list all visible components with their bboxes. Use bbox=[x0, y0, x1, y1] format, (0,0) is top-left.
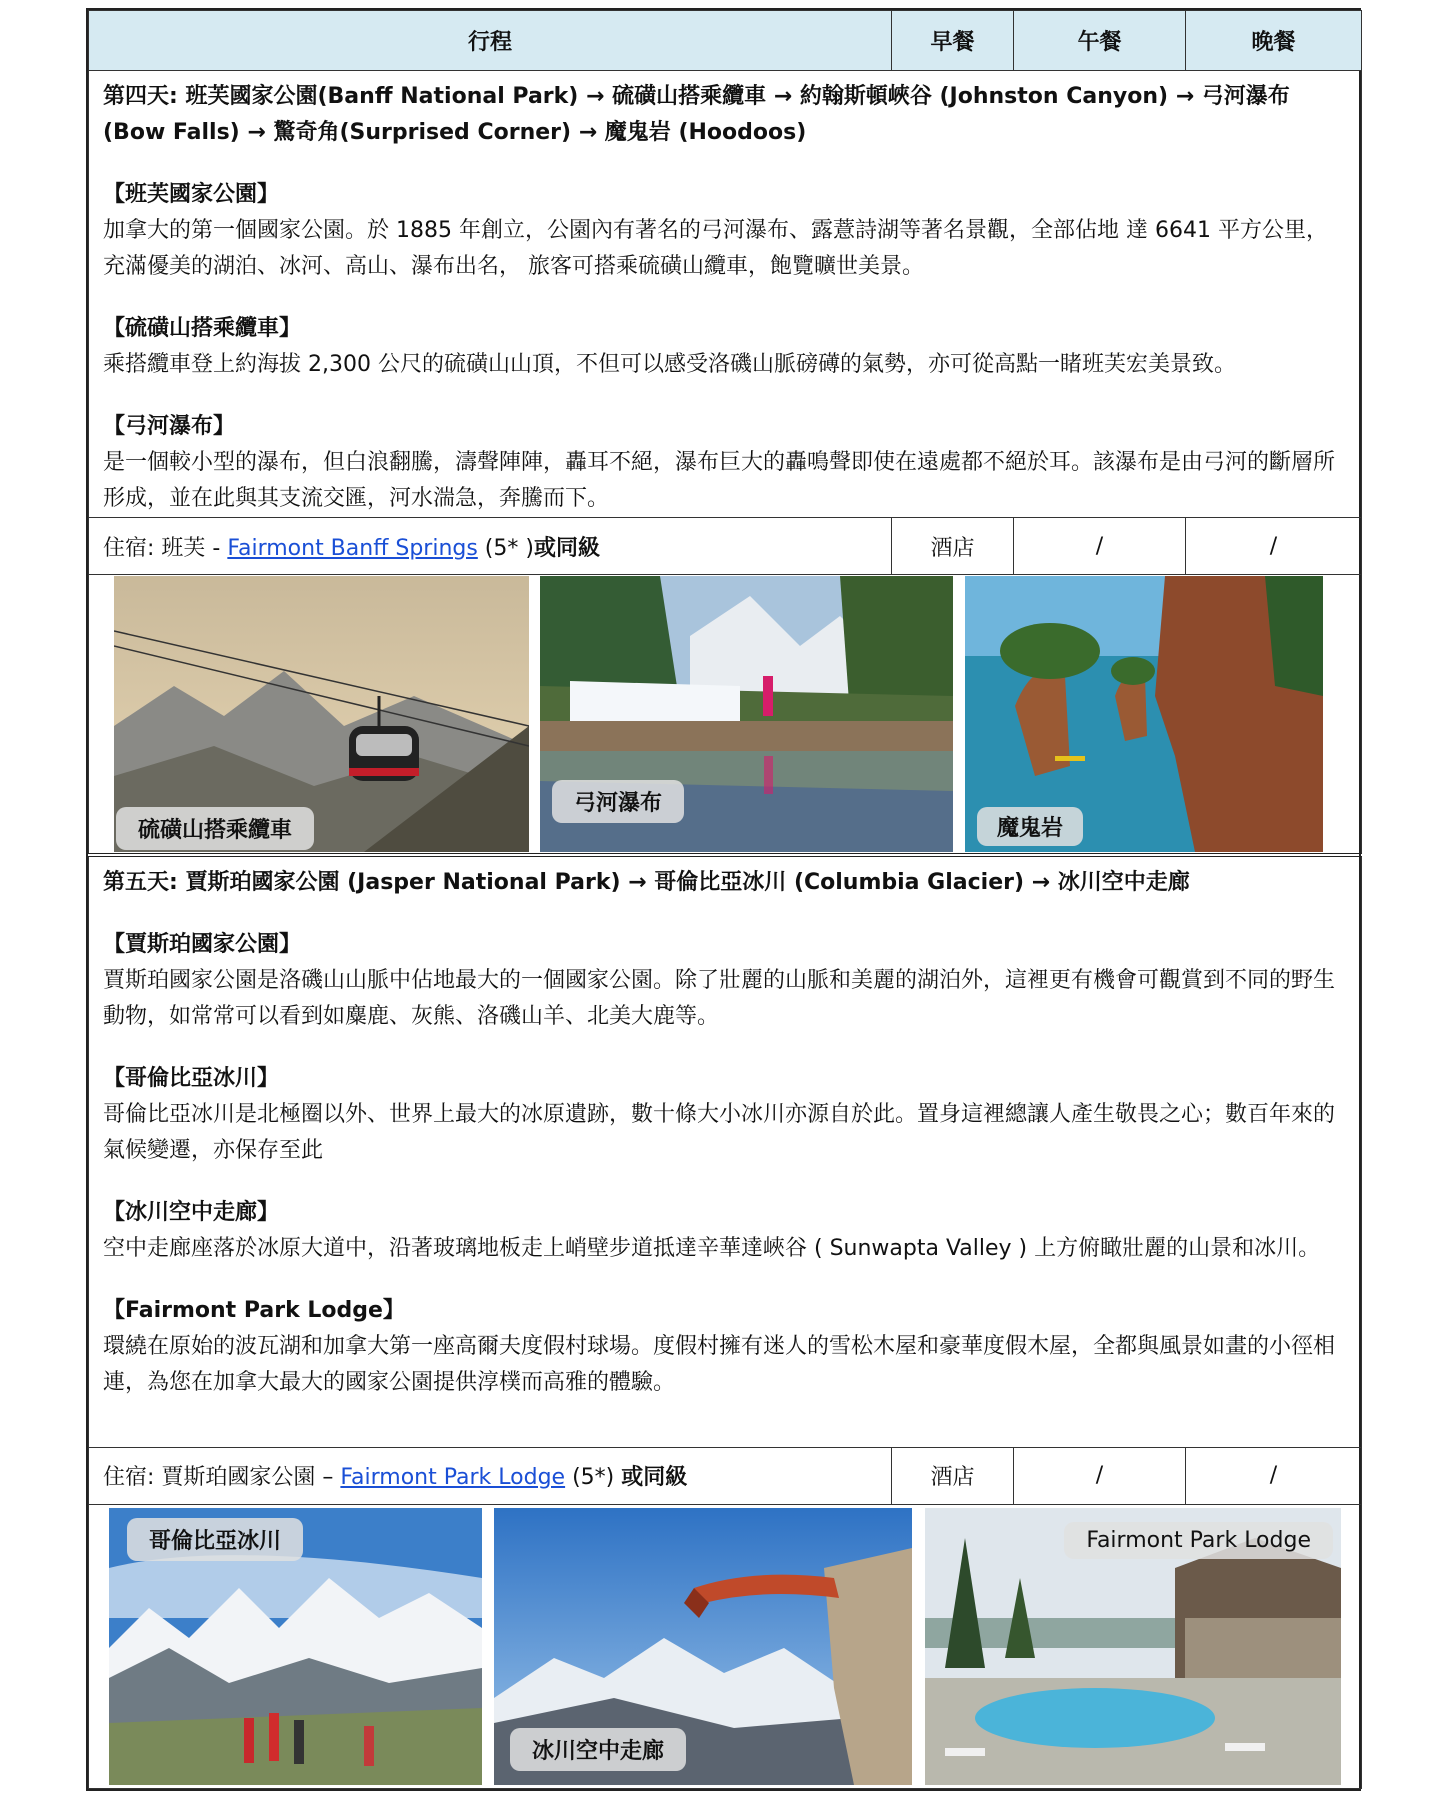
photo-caption: 弓河瀑布 bbox=[552, 780, 684, 823]
stay-or-equivalent: 或同級 bbox=[533, 535, 600, 561]
day4-stay-row bbox=[89, 518, 1362, 575]
day4-section-body: 加拿大的第一個國家公園。於 1885 年創立，公園內有著名的弓河瀑布、露薏詩湖等著名景觀，全部佔地 達 6641 平方公里，充滿優美的湖泊、冰河、高山、瀑布出名， 旅客可搭乘硫磺山纜車，飽覽曠世美景。 bbox=[103, 218, 1328, 279]
stay-prefix: 住宿: 班芙 - bbox=[103, 535, 228, 561]
day4-section-body: 乘搭纜車登上約海拔 2,300 公尺的硫磺山山頂，不但可以感受洛磯山脈磅礡的氣勢，亦可從高點一睹班芙宏美景致。 bbox=[103, 352, 1236, 377]
photo-caption: 魔鬼岩 bbox=[977, 807, 1083, 846]
day5-photos-row bbox=[89, 1504, 1362, 1788]
photo-caption: 硫磺山搭乘纜車 bbox=[116, 807, 314, 850]
day5-breakfast: 酒店 bbox=[892, 1447, 1014, 1504]
day5-section-body: 環繞在原始的波瓦湖和加拿大第一座高爾夫度假村球場。度假村擁有迷人的雪松木屋和豪華度假木屋，全都與風景如畫的小徑相連，為您在加拿大最大的國家公園提供淳樸而高雅的體驗。 bbox=[103, 1334, 1336, 1395]
itinerary-table bbox=[88, 10, 1362, 1789]
day4-dinner: / bbox=[1186, 518, 1362, 575]
day5-title: 第五天: 賈斯珀國家公園 (Jasper National Park) → 哥倫比亞冰川 (Columbia Glacier) → 冰川空中走廊 bbox=[103, 870, 1190, 895]
day5-section-heading: 【冰川空中走廊】 bbox=[103, 1200, 280, 1225]
day4-section-heading: 【班芙國家公園】 bbox=[103, 182, 280, 207]
day5-section-body: 哥倫比亞冰川是北極圈以外、世界上最大的冰原遺跡，數十條大小冰川亦源自於此。置身這裡總讓人產生敬畏之心；數百年來的氣候變遷，亦保存至此 bbox=[103, 1102, 1336, 1163]
day4-lunch: / bbox=[1014, 518, 1186, 575]
day5-dinner: / bbox=[1186, 1447, 1362, 1504]
photo-caption: 哥倫比亞冰川 bbox=[127, 1518, 303, 1561]
day4-photos-row bbox=[89, 575, 1362, 856]
day4-section-heading: 【硫磺山搭乘纜車】 bbox=[103, 316, 302, 341]
day5-section-body: 空中走廊座落於冰原大道中，沿著玻璃地板走上峭壁步道抵達辛華達峽谷 ( Sunwapta Valley ) 上方俯瞰壯麗的山景和冰川。 bbox=[103, 1236, 1321, 1261]
day5-stay bbox=[89, 1447, 892, 1504]
day4-breakfast: 酒店 bbox=[892, 518, 1014, 575]
stay-suffix: (5*) bbox=[565, 1465, 622, 1490]
day5-section-heading: 【Fairmont Park Lodge】 bbox=[103, 1298, 405, 1323]
stay-suffix: (5* ) bbox=[477, 535, 534, 561]
day4-stay bbox=[89, 518, 892, 575]
day5-section-heading: 【賈斯珀國家公園】 bbox=[103, 932, 302, 957]
photo-gondola bbox=[114, 576, 529, 852]
stay-prefix: 住宿: 賈斯珀國家公園 – bbox=[103, 1465, 341, 1490]
day5-section-body: 賈斯珀國家公園是洛磯山山脈中佔地最大的一個國家公園。除了壯麗的山脈和美麗的湖泊外，這裡更有機會可觀賞到不同的野生動物，如常常可以看到如麋鹿、灰熊、洛磯山羊、北美大鹿等。 bbox=[103, 968, 1336, 1029]
day4-row bbox=[89, 71, 1362, 518]
day5-row bbox=[89, 855, 1362, 1447]
photo-skywalk bbox=[494, 1508, 912, 1785]
header-lunch: 午餐 bbox=[1014, 11, 1186, 71]
hotel-link[interactable]: Fairmont Park Lodge bbox=[340, 1465, 566, 1490]
header-breakfast: 早餐 bbox=[892, 11, 1014, 71]
day5-section-heading: 【哥倫比亞冰川】 bbox=[103, 1066, 280, 1091]
day5-lunch: / bbox=[1014, 1447, 1186, 1504]
photo-caption: Fairmont Park Lodge bbox=[1064, 1522, 1333, 1559]
stay-or-equivalent: 或同級 bbox=[621, 1465, 688, 1490]
photo-park-lodge bbox=[925, 1508, 1341, 1785]
day4-section-body: 是一個較小型的瀑布，但白浪翻騰，濤聲陣陣，轟耳不絕，瀑布巨大的轟鳴聲即使在遠處都不絕於耳。該瀑布是由弓河的斷層所形成，並在此與其支流交匯，河水湍急，奔騰而下。 bbox=[103, 450, 1336, 511]
day5-stay-row bbox=[89, 1447, 1362, 1504]
photo-caption: 冰川空中走廊 bbox=[510, 1728, 686, 1771]
photo-bow-falls bbox=[540, 576, 953, 852]
day4-title: 第四天: 班芙國家公園(Banff National Park) → 硫磺山搭乘纜車 → 約翰斯頓峽谷 (Johnston Canyon) → 弓河瀑布 (Bow Falls) → 驚奇角(Surprised Corner) → 魔鬼岩 (Hoodoos) bbox=[103, 84, 1290, 145]
header-dinner: 晚餐 bbox=[1186, 11, 1362, 71]
photo-hoodoos bbox=[965, 576, 1323, 852]
header-itinerary: 行程 bbox=[89, 11, 892, 71]
photo-columbia-glacier bbox=[109, 1508, 482, 1785]
table-header-row bbox=[89, 11, 1362, 71]
day4-section-heading: 【弓河瀑布】 bbox=[103, 414, 236, 439]
itinerary-sheet bbox=[86, 8, 1361, 1791]
hotel-link[interactable]: Fairmont Banff Springs bbox=[227, 535, 478, 561]
